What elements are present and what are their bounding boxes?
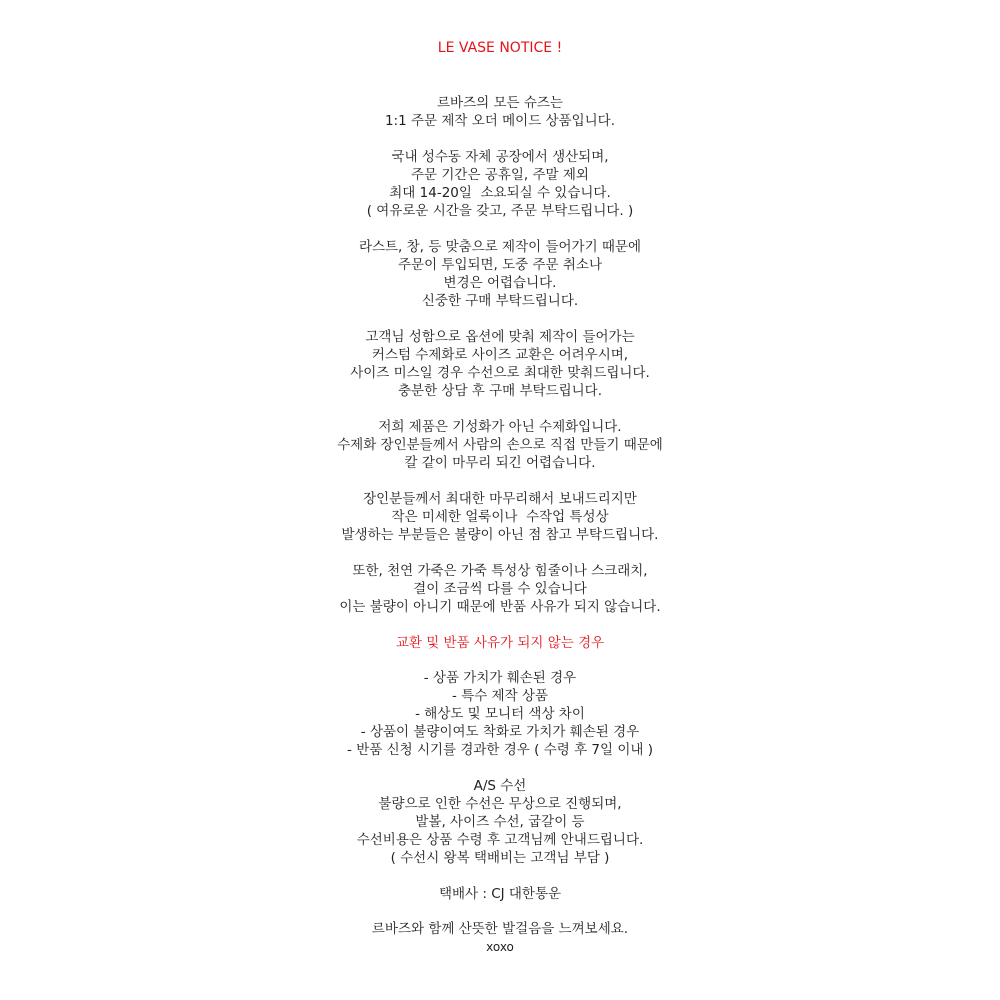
no-return-item: - 반품 신청 시기를 경과한 경우 ( 수령 후 7일 이내 ) bbox=[347, 742, 653, 758]
no-return-heading-block bbox=[0, 634, 1000, 652]
notice-title: LE VASE NOTICE ! bbox=[437, 40, 563, 56]
finishing-line: 작은 미세한 얼룩이나 수작업 특성상 bbox=[391, 509, 609, 525]
no-return-item: - 특수 제작 상품 bbox=[452, 688, 548, 704]
intro-line: 르바즈의 모든 슈즈는 bbox=[437, 95, 563, 111]
courier-block bbox=[0, 885, 1000, 903]
handmade-section bbox=[0, 418, 1000, 472]
as-line: 수선비용은 상품 수령 후 고객님께 안내드립니다. bbox=[356, 832, 644, 848]
closing-block bbox=[0, 920, 1000, 956]
leather-line: 또한, 천연 가죽은 가죽 특성상 힘줄이나 스크래치, bbox=[352, 563, 648, 579]
as-heading: A/S 수선 bbox=[473, 778, 527, 794]
custom-size-line: 사이즈 미스일 경우 수선으로 최대한 맞춰드립니다. bbox=[350, 365, 650, 381]
finishing-line: 발생하는 부분들은 불량이 아닌 점 참고 부탁드립니다. bbox=[341, 527, 659, 543]
custom-size-line: 고객님 성함으로 옵션에 맞춰 제작이 들어가는 bbox=[365, 329, 635, 345]
production-line: 국내 성수동 자체 공장에서 생산되며, bbox=[391, 149, 609, 165]
custom-size-line: 커스텀 수제화로 사이즈 교환은 어려우시며, bbox=[371, 347, 629, 363]
leather-line: 결이 조금씩 다를 수 있습니다 bbox=[413, 581, 587, 597]
leather-line: 이는 불량이 아니기 때문에 반품 사유가 되지 않습니다. bbox=[339, 599, 661, 615]
no-return-heading: 교환 및 반품 사유가 되지 않는 경우 bbox=[395, 635, 605, 651]
no-return-item: - 해상도 및 모니터 색상 차이 bbox=[415, 706, 585, 722]
as-section bbox=[0, 777, 1000, 867]
signoff: xoxo bbox=[486, 940, 514, 954]
no-return-list bbox=[0, 669, 1000, 759]
as-line: 발볼, 사이즈 수선, 굽갈이 등 bbox=[415, 814, 585, 830]
production-line: ( 여유로운 시간을 갖고, 주문 부탁드립니다. ) bbox=[366, 203, 634, 219]
no-return-item: - 상품이 불량이여도 착화로 가치가 훼손된 경우 bbox=[360, 724, 640, 740]
cancellation-line: 변경은 어렵습니다. bbox=[443, 275, 557, 291]
custom-size-line: 충분한 상담 후 구매 부탁드립니다. bbox=[397, 383, 603, 399]
cancellation-section bbox=[0, 238, 1000, 310]
courier-line: 택배사 : CJ 대한통운 bbox=[438, 886, 562, 902]
handmade-line: 칼 같이 마무리 되긴 어렵습니다. bbox=[404, 455, 596, 471]
production-line: 최대 14-20일 소요되실 수 있습니다. bbox=[389, 185, 611, 201]
handmade-line: 수제화 장인분들께서 사람의 손으로 직접 만들기 때문에 bbox=[337, 437, 663, 453]
custom-size-section bbox=[0, 328, 1000, 400]
intro-section bbox=[0, 94, 1000, 130]
production-line: 주문 기간은 공휴일, 주말 제외 bbox=[411, 167, 589, 183]
cancellation-line: 주문이 투입되면, 도중 주문 취소나 bbox=[397, 257, 603, 273]
closing-line: 르바즈와 함께 산뜻한 발걸음을 느껴보세요. bbox=[371, 921, 629, 937]
leather-section bbox=[0, 562, 1000, 616]
production-section bbox=[0, 148, 1000, 220]
handmade-line: 저희 제품은 기성화가 아닌 수제화입니다. bbox=[378, 419, 622, 435]
finishing-line: 장인분들께서 최대한 마무리해서 보내드리지만 bbox=[363, 491, 637, 507]
as-line: ( 수선시 왕복 택배비는 고객님 부담 ) bbox=[390, 850, 610, 866]
finishing-section bbox=[0, 490, 1000, 544]
cancellation-line: 라스트, 창, 등 맞춤으로 제작이 들어가기 때문에 bbox=[358, 239, 642, 255]
cancellation-line: 신중한 구매 부탁드립니다. bbox=[421, 293, 579, 309]
no-return-item: - 상품 가치가 훼손된 경우 bbox=[423, 670, 577, 686]
intro-line: 1:1 주문 제작 오더 메이드 상품입니다. bbox=[384, 113, 616, 129]
as-line: 불량으로 인한 수선은 무상으로 진행되며, bbox=[378, 796, 622, 812]
